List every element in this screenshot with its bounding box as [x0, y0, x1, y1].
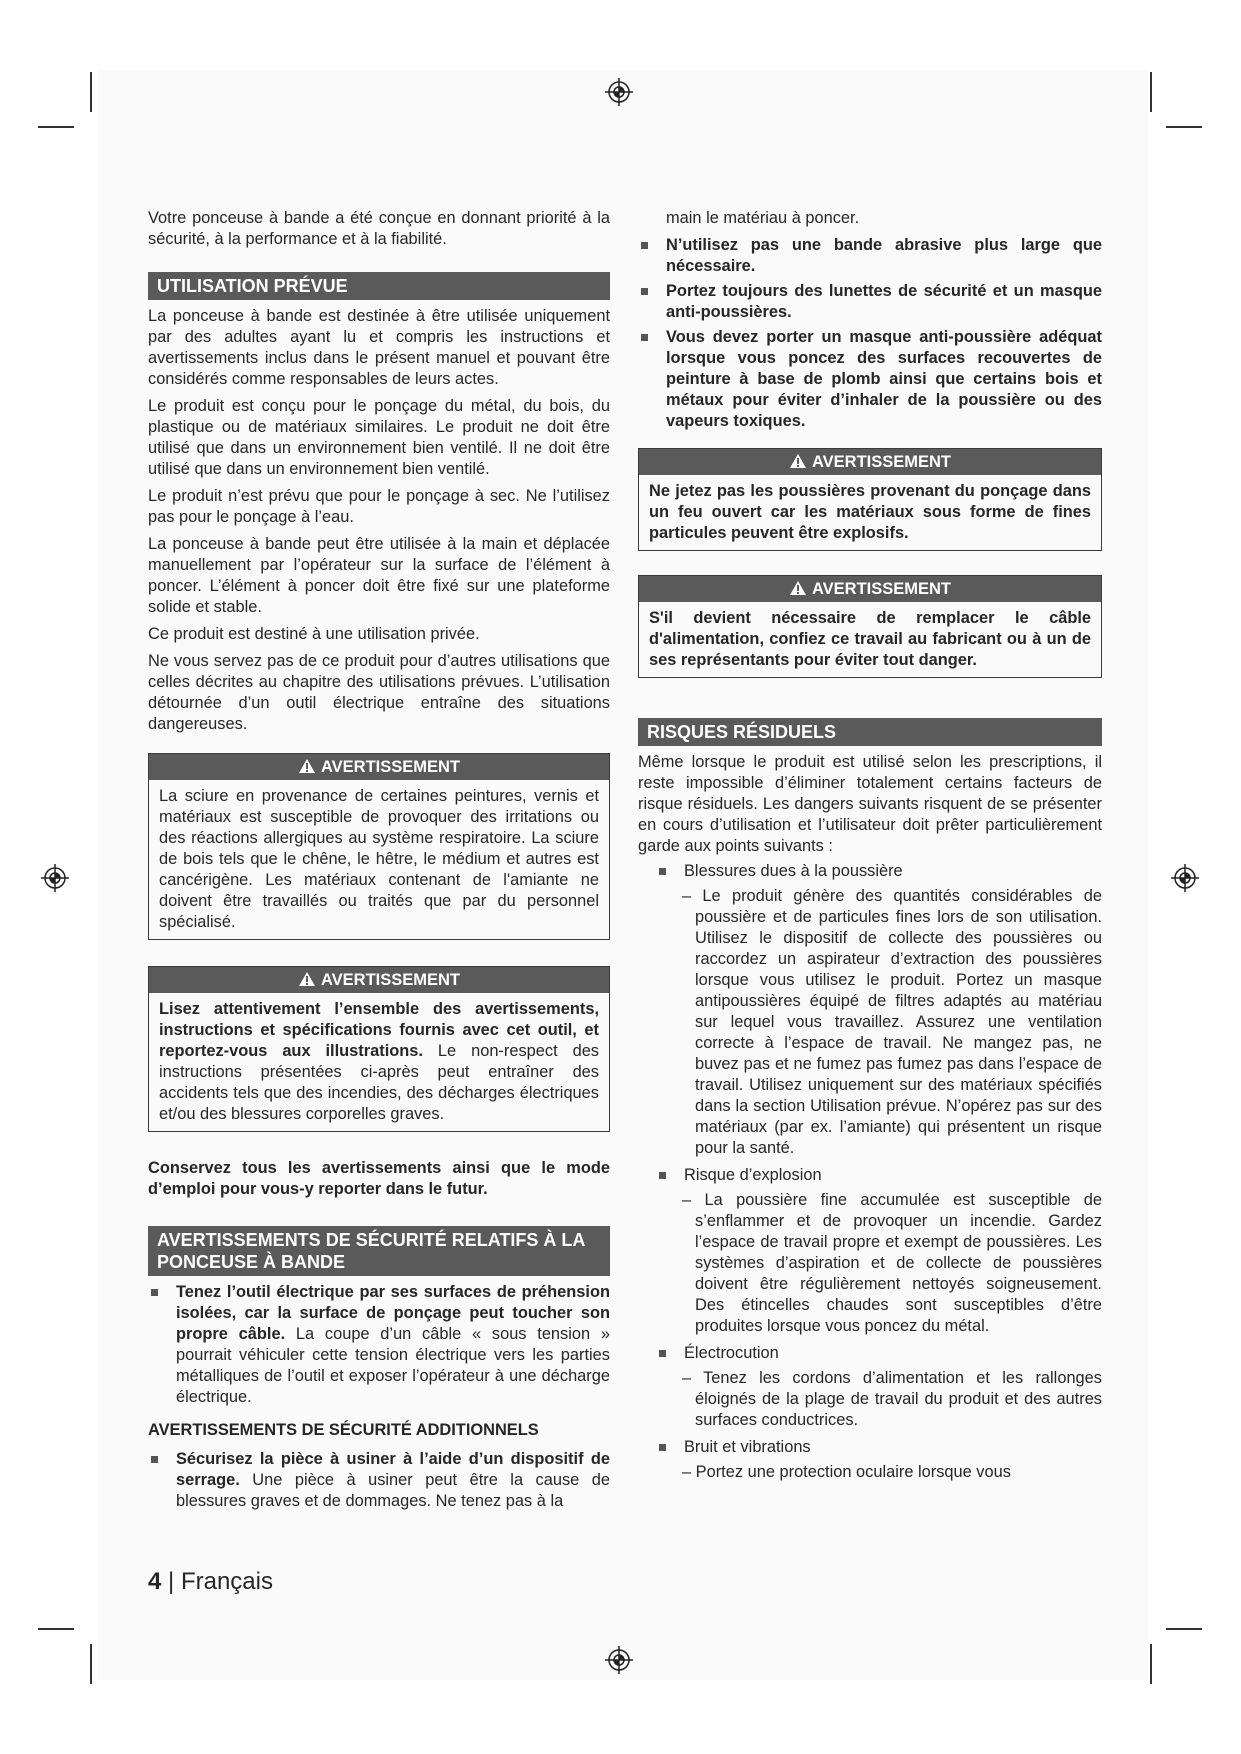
warning-triangle-icon [789, 580, 807, 596]
risk-item-label: Électrocution [638, 1343, 1102, 1364]
list-item: Vous devez porter un masque anti-poussière adéquat lorsque vous poncez des surfaces recouvertes de peinture à base de plomb ainsi que certains bois et métaux pour éviter d’inhaler de la poussière ou des vapeurs toxiques. [638, 327, 1102, 432]
warning-triangle-icon [298, 758, 316, 774]
warning-text [149, 993, 609, 1131]
page-number: 4 [148, 1568, 162, 1595]
crop-mark [1150, 1644, 1152, 1684]
crop-mark [90, 72, 92, 112]
section-heading-belt-sander-safety: AVERTISSEMENTS DE SÉCURITÉ RELATIFS À LA PONCEUSE À BANDE [148, 1226, 610, 1276]
warning-box-fire [638, 448, 1102, 551]
warning-title: AVERTISSEMENT [320, 758, 461, 776]
list-item [148, 1449, 610, 1512]
risk-item-label: Bruit et vibrations [638, 1437, 1102, 1458]
list-item-text: La coupe d’un câble « sous tension » pourrait véhiculer cette tension électrique vers les parties métalliques de l’outil et exposer l’opérateur à une décharge électrique. [176, 1325, 610, 1406]
warning-header [149, 967, 609, 993]
list-item-text: Une pièce à usiner peut être la cause de blessures graves et de dommages. Ne tenez pas à la [176, 1471, 610, 1510]
warning-header [639, 449, 1101, 475]
page-footer: 4 | Français [148, 1568, 273, 1595]
registration-mark-icon [604, 1645, 634, 1675]
warning-text: Ne jetez pas les poussières provenant du ponçage dans un feu ouvert car les matériaux sous forme de fines particules peuvent être explosifs. [649, 482, 1091, 542]
crop-mark [38, 126, 74, 128]
risk-description: – La poussière fine accumulée est susceptible de s’enflammer et de provoquer un incendie. Gardez l’espace de travail propre et exempt de poussières. Les systèmes d’aspiration et de collecte de poussières doivent être régulièrement nettoyés soigneusement. Des étincelles chaudes sont susceptibles d’être produites lorsque vous poncez du métal. [682, 1191, 1102, 1335]
section-heading-residual-risks: RISQUES RÉSIDUELS [638, 718, 1102, 746]
keep-instructions-note: Conservez tous les avertissements ainsi que le mode d’emploi pour vous-y reporter dans le futur. [148, 1159, 610, 1198]
list-item [148, 1282, 610, 1408]
registration-mark-icon [604, 77, 634, 107]
registration-mark-icon [1170, 863, 1200, 893]
usage-paragraph: La ponceuse à bande peut être utilisée à la main et déplacée manuellement par l’opérateur sur la surface de l’élément à poncer. L’élément à poncer doit être fixé sur une plateforme solide et stable. [148, 535, 610, 616]
right-column [638, 208, 1102, 1489]
additional-safety-list [148, 1449, 610, 1512]
warning-box-dust [148, 753, 610, 940]
warning-title: AVERTISSEMENT [811, 580, 952, 598]
warning-bold-text: Lisez attentivement l’ensemble des avertissements, instructions et spécifications fournis avec cet outil, et reportez-vous aux illustrations. [159, 1000, 599, 1060]
usage-paragraph: La ponceuse à bande est destinée à être utilisée uniquement par des adultes ayant lu et compris les instructions et avertissements inclus dans le présent manuel et pouvant être considérés comme responsables de leurs actes. [148, 307, 610, 388]
warning-triangle-icon [298, 971, 316, 987]
crop-mark [1166, 1628, 1202, 1630]
usage-paragraph: Le produit n’est prévu que pour le ponçage à sec. Ne l’utilisez pas pour le ponçage à l’eau. [148, 487, 610, 526]
safety-list [148, 1282, 610, 1408]
risk-item-label: Blessures dues à la poussière [638, 861, 1102, 882]
crop-mark [1150, 72, 1152, 112]
crop-mark [1166, 126, 1202, 128]
continued-text: main le matériau à poncer. [666, 209, 860, 227]
risk-description: – Portez une protection oculaire lorsque vous [682, 1463, 1011, 1481]
list-item-bold: Sécurisez la pièce à usiner à l’aide d’un dispositif de serrage. [176, 1450, 610, 1489]
risk-description: – Le produit génère des quantités considérables de poussière et de particules fines lors de son utilisation. Utilisez le dispositif de collecte des poussières ou raccordez un aspirateur d’extraction des poussières lorsque vous utilisez le produit. Portez un masque antipoussières équipé de filtres adaptés au matériau sur lequel vous travaillez. Assurez une ventilation correcte à l’espace de travail. Ne mangez pas, ne buvez pas et ne fumez pas fumez pas dans l’espace de travail. Utilisez uniquement sur des matériaux spécifiés dans la section Utilisation prévue. N’opérez pas sur des matériaux (par ex. l’amiante) qui présentent un risque pour la santé. [682, 887, 1102, 1157]
usage-paragraph: Ce produit est destiné à une utilisation privée. [148, 625, 480, 643]
usage-paragraph: Le produit est conçu pour le ponçage du métal, du bois, du plastique ou de matériaux similaires. Le produit ne doit être utilisé que dans un environnement bien ventilé. Il ne doit être utilisé que dans un environnement bien ventilé. [148, 397, 610, 478]
crop-mark [38, 1628, 74, 1630]
warning-text: La sciure en provenance de certaines peintures, vernis et matériaux est susceptible de provoquer des irritations ou des réactions allergiques au système respiratoire. La sciure de bois tels que le chêne, le hêtre, le médium et autres est cancérigène. Les matériaux contenant de l'amiante ne doivent être travaillés ou traités que par du personnel spécialisé. [159, 787, 599, 931]
warning-header [149, 754, 609, 780]
registration-mark-icon [40, 863, 70, 893]
usage-paragraph: Ne vous servez pas de ce produit pour d’autres utilisations que celles décrites au chapitre des utilisations prévues. L’utilisation détournée d’un outil électrique entraîne des situations dangereuses. [148, 652, 610, 733]
section-heading-intended-use: UTILISATION PRÉVUE [148, 272, 610, 300]
list-item: Portez toujours des lunettes de sécurité et un masque anti-poussières. [638, 281, 1102, 323]
warning-title: AVERTISSEMENT [320, 971, 461, 989]
risk-description: – Tenez les cordons d’alimentation et les rallonges éloignés de la plage de travail du produit et des autres surfaces conductrices. [682, 1369, 1102, 1429]
warning-triangle-icon [789, 453, 807, 469]
warning-regular-text: Le non-respect des instructions présentées ci-après peut entraîner des accidents tels que des incendies, des décharges électriques et/ou des blessures corporelles graves. [159, 1042, 600, 1123]
footer-language: Français [180, 1568, 273, 1595]
list-item-bold: Tenez l’outil électrique par ses surfaces de préhension isolées, car la surface de ponçage peut toucher son propre câble. [176, 1283, 610, 1343]
left-column [148, 208, 610, 1516]
warning-box-read-instructions [148, 966, 610, 1132]
warning-box-power-cord [638, 575, 1102, 678]
risk-item-label: Risque d’explosion [638, 1165, 1102, 1186]
warning-header [639, 576, 1101, 602]
additional-safety-heading: AVERTISSEMENTS DE SÉCURITÉ ADDITIONNELS [148, 1421, 539, 1439]
warning-text: S'il devient nécessaire de remplacer le câble d'alimentation, confiez ce travail au fabricant ou à un de ses représentants pour éviter tout danger. [649, 609, 1091, 669]
residual-intro: Même lorsque le produit est utilisé selon les prescriptions, il reste impossible d’éliminer totalement certains facteurs de risque résiduels. Les dangers suivants risquent de se présenter en cours d’utilisation et l’utilisateur doit prêter particulièrement garde aux points suivants : [638, 753, 1102, 855]
crop-mark [90, 1644, 92, 1684]
additional-safety-list-continued [638, 235, 1102, 432]
intro-paragraph: Votre ponceuse à bande a été conçue en donnant priorité à la sécurité, à la performance et à la fiabilité. [148, 209, 610, 248]
list-item: N’utilisez pas une bande abrasive plus large que nécessaire. [638, 235, 1102, 277]
warning-title: AVERTISSEMENT [811, 453, 952, 471]
